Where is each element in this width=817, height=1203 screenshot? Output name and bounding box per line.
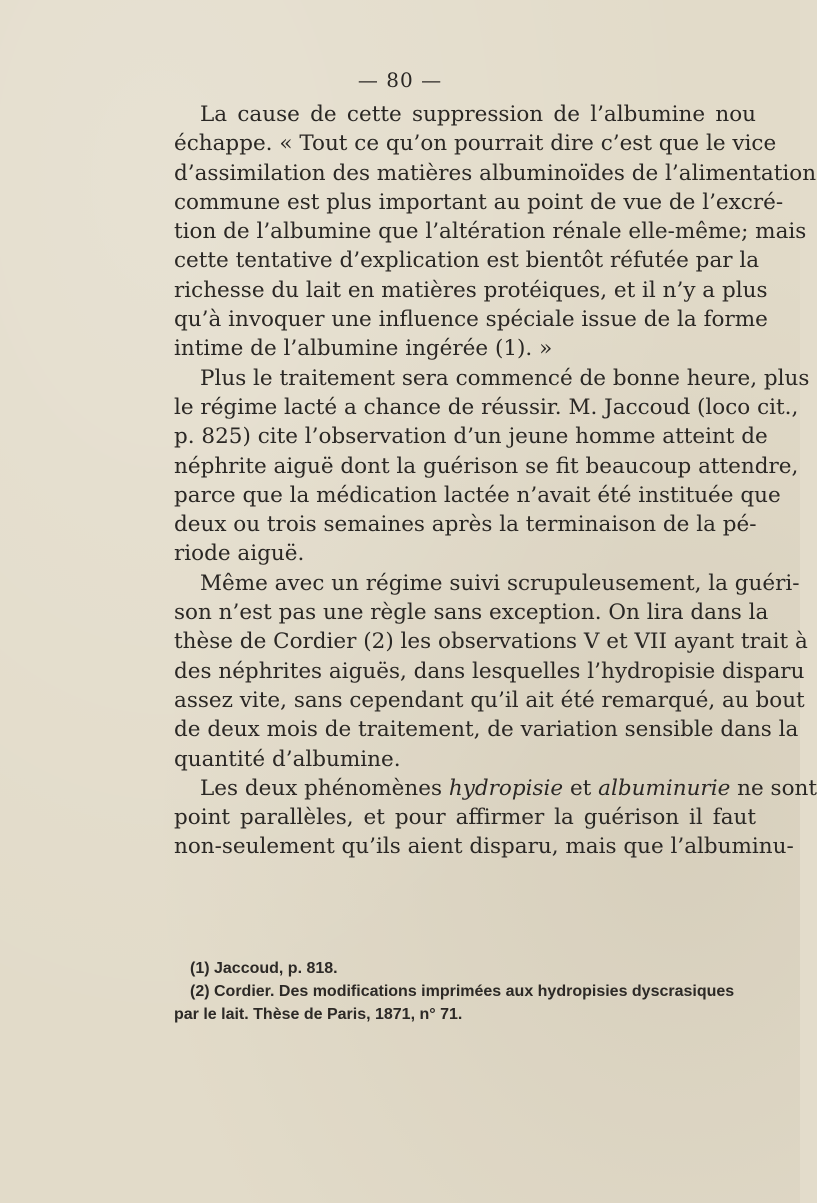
body-text [174, 100, 817, 862]
italic-term: hydropisie [448, 775, 564, 801]
footnote-2-line-2: par le lait. Thèse de Paris, 1871, n° 71. [174, 1006, 463, 1023]
text-line: thèse de Cordier (2) les observations V et VII ayant trait à [174, 629, 808, 655]
text-line: qu’à invoquer une influence spéciale issue de la forme [174, 307, 768, 333]
footnote-1: (1) Jaccoud, p. 818. [190, 960, 338, 977]
text-line: de deux mois de traitement, de variation sensible dans la [174, 717, 799, 743]
text-fragment: ne sont [730, 775, 817, 801]
text-line: parce que la médication lactée n’avait été instituée que [174, 482, 781, 508]
text-line: point parallèles, et pour affirmer la guérison il faut [174, 805, 756, 831]
text-line: des néphrites aiguës, dans lesquelles l’hydropisie disparu [174, 658, 805, 684]
text-line: d’assimilation des matières albuminoïdes de l’alimentation [174, 160, 817, 186]
text-line: Plus le traitement sera commencé de bonne heure, plus [200, 365, 810, 391]
page-number: — 80 — [357, 68, 443, 92]
text-line: tion de l’albumine que l’altération rénale elle-même; mais [174, 219, 807, 245]
text-line: La cause de cette suppression de l’albumine nou [200, 102, 756, 127]
text-line: deux ou trois semaines après la terminaison de la pé- [174, 512, 757, 538]
footnotes [174, 957, 756, 1026]
text-line: non-seulement qu’ils aient disparu, mais que l’albuminu- [174, 834, 794, 860]
text-line: son n’est pas une règle sans exception. On lira dans la [174, 600, 769, 626]
text-line: cette tentative d’explication est bientôt réfutée par la [174, 248, 760, 274]
footnote-2-line-1: (2) Cordier. Des modifications imprimées aux hydropisies dyscrasiques [190, 983, 735, 1000]
text-line: commune est plus important au point de vue de l’excré- [174, 189, 784, 215]
text-line: p. 825) cite l’observation d’un jeune homme atteint de [174, 424, 768, 450]
text-line [174, 774, 817, 803]
text-line: échappe. « Tout ce qu’on pourrait dire c’est que le vice [174, 131, 777, 157]
italic-term: albuminurie [598, 775, 731, 801]
text-line: riode aiguë. [174, 541, 305, 567]
text-fragment: Les deux phénomènes [200, 775, 449, 801]
text-fragment: et [563, 775, 599, 801]
text-line: richesse du lait en matières protéiques, et il n’y a plus [174, 277, 768, 303]
text-line: Même avec un régime suivi scrupuleusement, la guéri- [200, 570, 800, 596]
text-line: intime de l’albumine ingérée (1). » [174, 336, 553, 362]
text-line: néphrite aiguë dont la guérison se fit beaucoup attendre, [174, 453, 799, 479]
text-line: le régime lacté a chance de réussir. M. Jaccoud (loco cit., [174, 394, 799, 420]
text-line: assez vite, sans cependant qu’il ait été remarqué, au bout [174, 687, 805, 713]
text-line: quantité d’albumine. [174, 746, 401, 772]
